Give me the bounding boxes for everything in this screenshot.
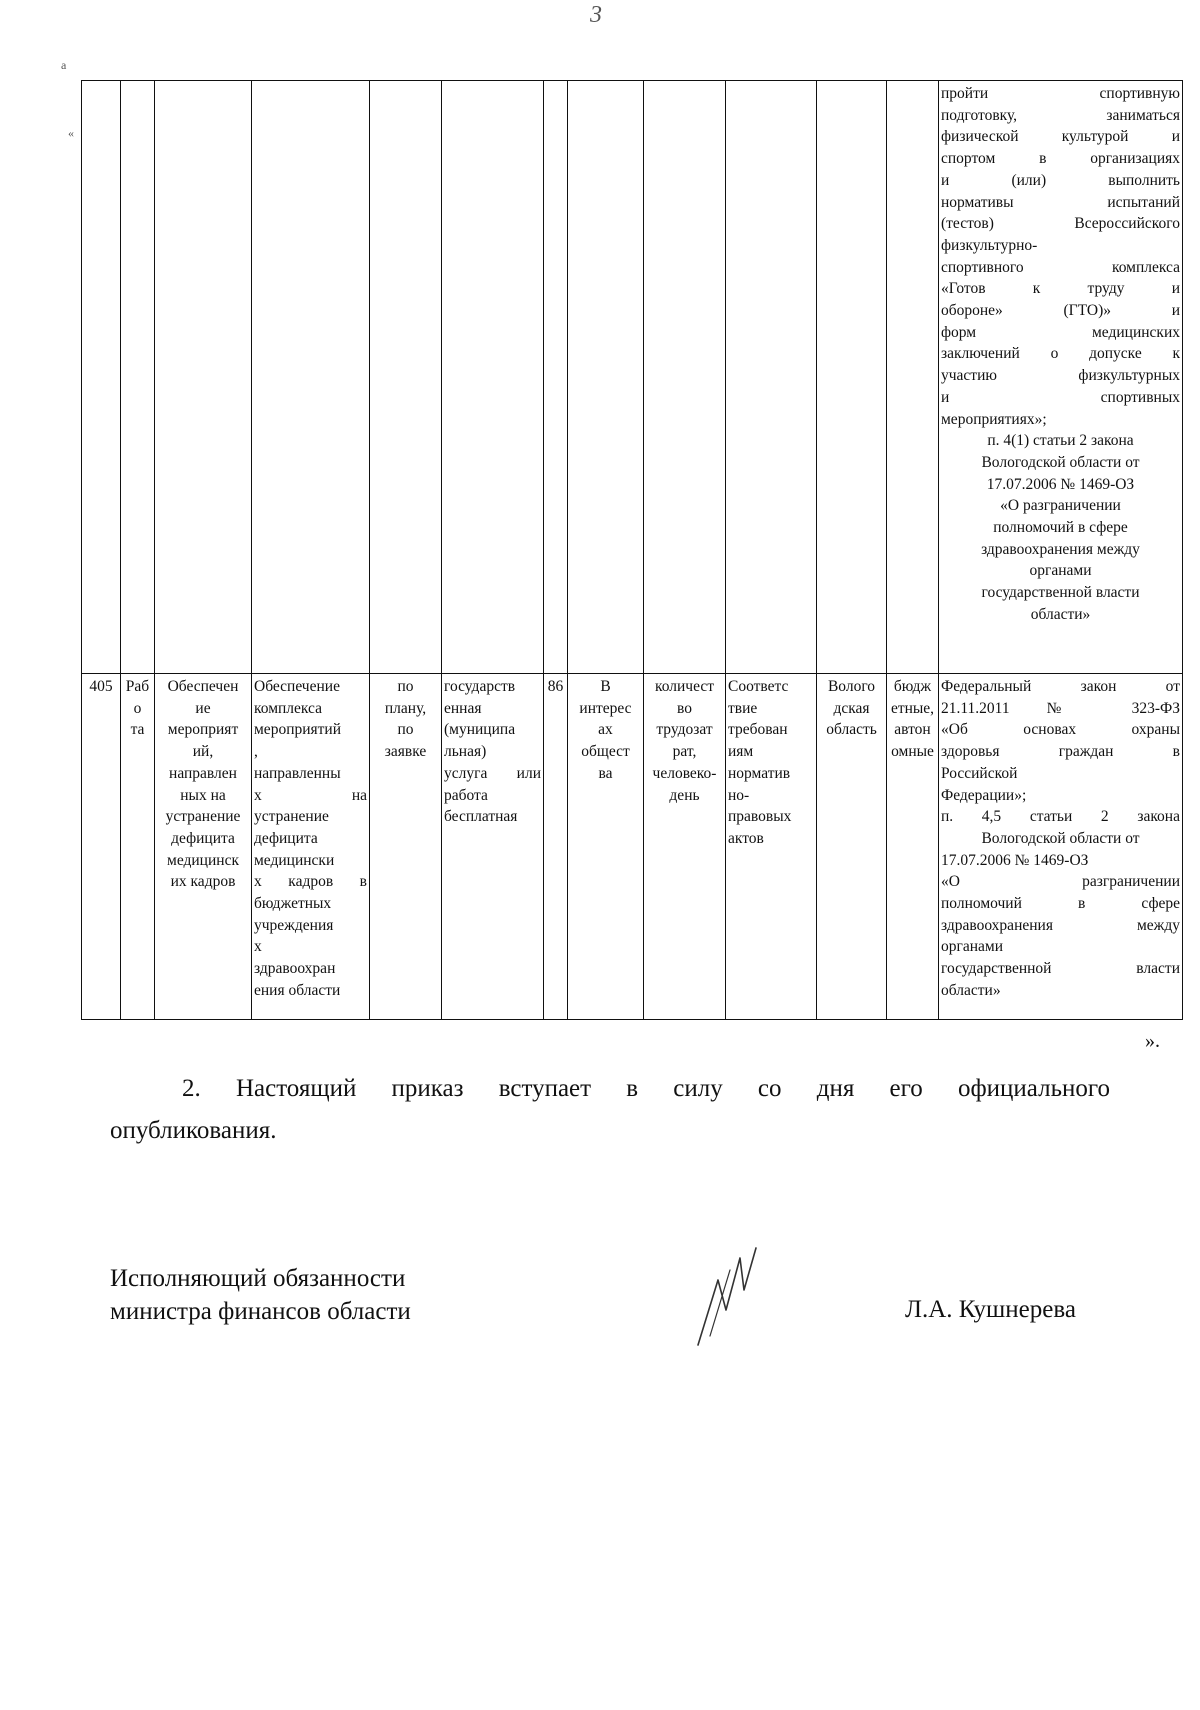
cell-legal-basis	[939, 81, 1183, 674]
quality-indicator-line: требован	[728, 721, 788, 739]
name-line: Обеспечен	[167, 678, 239, 695]
name-line: медицинск	[167, 851, 239, 869]
legal-basis-line: полномочий в сфере	[941, 895, 1180, 913]
legal-basis-line: и (или) выполнить	[941, 171, 1180, 189]
legal-basis-line: полномочий в сфере	[993, 519, 1128, 537]
content-line: дефицита	[254, 829, 318, 847]
legal-basis-line: заключений о допуске к	[941, 345, 1180, 363]
content-line: ,	[254, 743, 258, 761]
region-line: дская	[833, 699, 870, 717]
content-line: х	[254, 938, 262, 956]
effective-date-paragraph	[110, 1068, 1110, 1152]
cell-institution-type	[887, 674, 939, 1020]
content-line: учреждения	[254, 916, 334, 934]
cell-code	[544, 81, 568, 674]
legal-basis-line: органами	[941, 938, 1004, 956]
cell-volume-indicator	[644, 81, 726, 674]
registry-table	[81, 80, 1183, 1020]
type-line: та	[130, 721, 145, 739]
legal-basis-line: области»	[1030, 605, 1091, 623]
kind-line: услуга или	[444, 764, 541, 782]
handwritten-signature	[690, 1240, 780, 1350]
legal-basis-line: «О разграничении	[941, 873, 1180, 891]
cell-content	[252, 81, 370, 674]
kind-line: льная)	[444, 743, 487, 761]
volume-indicator-line: количест	[654, 678, 715, 695]
quality-indicator-line: правовых	[728, 808, 792, 826]
legal-basis-line: п. 4(1) статьи 2 закона	[987, 432, 1134, 450]
cell-region	[817, 81, 887, 674]
legal-basis-line: обороне» (ГТО)» и	[941, 302, 1180, 320]
legal-basis-line: здравоохранения между	[981, 540, 1140, 558]
name-line: направлен	[169, 764, 237, 782]
interest-line: ва	[598, 764, 613, 782]
cell-type	[121, 81, 155, 674]
content-line: мероприятий	[254, 721, 342, 739]
legal-basis-line: здоровья граждан в	[941, 743, 1180, 761]
interest-line: ах	[598, 721, 613, 739]
type-line: Рабо	[125, 678, 150, 717]
closing-quote: ».	[1145, 1030, 1160, 1052]
interest-line: общест	[581, 743, 630, 761]
kind-line: (муниципа	[444, 721, 516, 739]
kind-line: государств	[444, 678, 516, 695]
content-line: х кадров в	[254, 873, 367, 891]
content-line: устранение	[254, 808, 329, 826]
table-row-continued	[82, 81, 1183, 674]
quality-indicator-line: Соответс	[728, 678, 789, 695]
name-line: дефицита	[171, 829, 235, 847]
volume-indicator-line: во	[677, 699, 692, 717]
region-line: Волого	[827, 678, 876, 695]
legal-basis-line: пройти спортивную	[941, 85, 1180, 102]
content-line: комплекса	[254, 699, 323, 717]
cell-institution-type	[887, 81, 939, 674]
legal-basis-line: Федеральный закон от	[941, 678, 1180, 695]
legal-basis-line: физической культурой и	[941, 128, 1180, 146]
name-line: ий,	[192, 743, 214, 761]
cell-volume-indicator	[644, 674, 726, 1020]
content-line: х на	[254, 786, 367, 804]
legal-basis-line: «О разграничении	[1000, 497, 1121, 515]
legal-basis-line: Федерации»;	[941, 786, 1027, 804]
volume-indicator-line: рат,	[672, 743, 697, 761]
legal-basis-line: 21.11.2011 № 323-ФЗ	[941, 699, 1180, 717]
interest-line: В	[600, 678, 611, 695]
cell-kind	[442, 674, 544, 1020]
paragraph-line: 2. Настоящий приказ вступает в силу со дня его официального	[182, 1075, 1110, 1102]
condition-line: по	[397, 721, 414, 739]
content-line: ения области	[254, 981, 341, 999]
page-number: 3	[590, 2, 602, 28]
cell-kind	[442, 81, 544, 674]
legal-basis-line: (тестов) Всероссийского	[941, 215, 1180, 233]
quality-indicator-line: норматив	[728, 764, 791, 782]
name-line: устранение	[165, 808, 241, 826]
condition-line: по	[397, 678, 414, 695]
legal-basis-line: Вологодской области от	[981, 829, 1140, 847]
legal-basis-line: органами	[1029, 562, 1092, 580]
kind-line: бесплатная	[444, 808, 518, 826]
cell-number	[82, 81, 121, 674]
condition-line: плану,	[384, 699, 427, 717]
institution-type-line: бюдж	[893, 678, 932, 695]
margin-mark: a	[61, 58, 67, 72]
signer-name: Л.А. Кушнерева	[905, 1296, 1076, 1323]
cell-quality-indicator	[726, 674, 817, 1020]
margin-mark: «	[68, 126, 74, 140]
cell-condition	[370, 81, 442, 674]
legal-basis-line: области»	[941, 981, 1001, 999]
institution-type-line: омные	[891, 743, 934, 761]
interest-line: интерес	[579, 699, 632, 717]
cell-interest	[568, 674, 644, 1020]
institution-type-line: автон	[894, 721, 931, 739]
name-line: мероприят	[167, 721, 239, 739]
content-line: медицински	[254, 851, 335, 869]
legal-basis-line: спортом в организациях	[941, 150, 1180, 168]
name-line: ие	[195, 699, 211, 717]
name-line: их кадров	[170, 873, 236, 891]
legal-basis-line: Вологодской области от	[981, 453, 1140, 471]
legal-basis-line: участию физкультурных	[941, 367, 1180, 385]
cell-name	[155, 674, 252, 1020]
cell-code: 86	[544, 674, 568, 1020]
paragraph-line: опубликования.	[110, 1117, 277, 1144]
legal-basis-line: здравоохранения между	[941, 916, 1180, 934]
legal-basis-line: форм медицинских	[941, 323, 1180, 341]
legal-basis-line: спортивного комплекса	[941, 258, 1180, 276]
cell-interest	[568, 81, 644, 674]
legal-basis-line: и спортивных	[941, 388, 1180, 406]
kind-line: работа	[444, 786, 488, 804]
name-line: ных на	[180, 786, 226, 804]
legal-basis-line: подготовку, заниматься	[941, 106, 1180, 124]
cell-quality-indicator	[726, 81, 817, 674]
cell-condition	[370, 674, 442, 1020]
cell-content	[252, 674, 370, 1020]
legal-basis-line: 17.07.2006 № 1469-ОЗ	[941, 851, 1089, 869]
cell-name	[155, 81, 252, 674]
condition-line: заявке	[384, 743, 427, 761]
legal-basis-line: 17.07.2006 № 1469-ОЗ	[986, 475, 1135, 493]
table-row-405	[82, 674, 1183, 1020]
legal-basis-line: п. 4,5 статьи 2 закона	[941, 808, 1180, 826]
cell-type	[121, 674, 155, 1020]
quality-indicator-line: иям	[728, 743, 754, 761]
content-line: бюджетных	[254, 895, 332, 913]
content-line: направленны	[254, 764, 341, 782]
institution-type-line: етные,	[890, 699, 935, 717]
content-line: здравоохран	[254, 960, 336, 978]
content-line: Обеспечение	[254, 678, 340, 695]
legal-basis-line: «Об основах охраны	[941, 721, 1180, 739]
cell-region	[817, 674, 887, 1020]
signatory-title-line: Исполняющий обязанности	[110, 1265, 406, 1292]
volume-indicator-line: человеко-	[652, 764, 717, 782]
quality-indicator-line: твие	[728, 699, 758, 717]
legal-basis-line: «Готов к труду и	[941, 280, 1180, 298]
region-line: область	[826, 721, 877, 739]
legal-basis-line: государственной власти	[941, 960, 1180, 978]
cell-number: 405	[82, 674, 121, 1020]
quality-indicator-line: но-	[728, 786, 750, 804]
legal-basis-line: Российской	[941, 764, 1018, 782]
quality-indicator-line: актов	[728, 829, 764, 847]
legal-basis-line: мероприятиях»;	[941, 410, 1047, 428]
kind-line: енная	[444, 699, 482, 717]
signatory-title-line: министра финансов области	[110, 1298, 411, 1325]
volume-indicator-line: день	[669, 786, 700, 804]
cell-legal-basis	[939, 674, 1183, 1020]
legal-basis-line: физкультурно-	[941, 236, 1038, 254]
legal-basis-line: нормативы испытаний	[941, 193, 1180, 211]
legal-basis-line: государственной власти	[981, 584, 1140, 602]
signatory-title	[110, 1262, 411, 1328]
volume-indicator-line: трудозат	[656, 721, 713, 739]
